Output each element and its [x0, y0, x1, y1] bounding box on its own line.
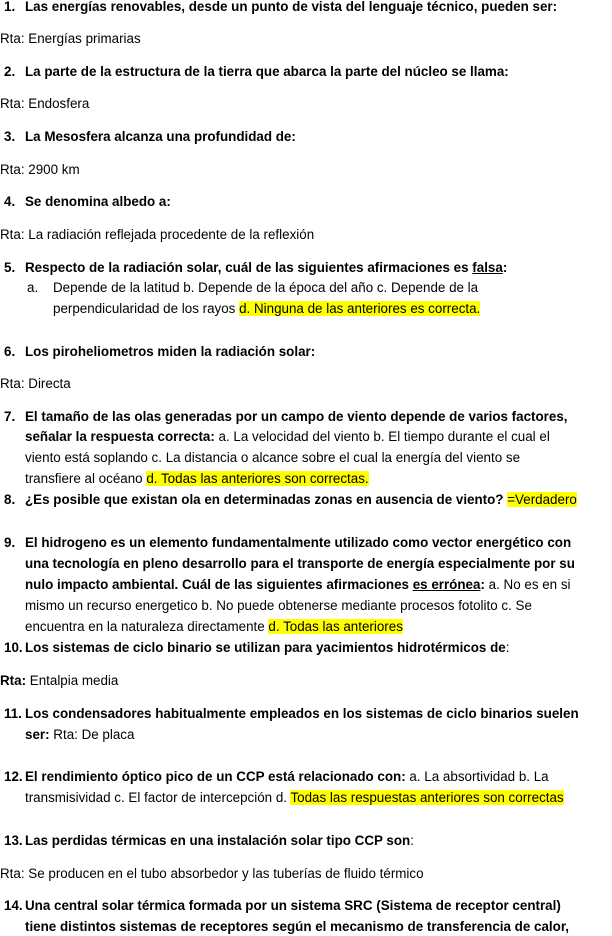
question-text: Las perdidas térmicas en una instalación solar tipo CCP son: [25, 833, 411, 848]
question-text: Los condensadores habitualmente empleados en los sistemas de ciclo binarios suelen: [25, 706, 579, 721]
option-marker: a.: [27, 280, 39, 295]
question-number: 3.: [4, 129, 16, 144]
underlined-word: falsa: [472, 260, 503, 275]
question-number: 7.: [4, 409, 16, 424]
question-text: ¿Es posible que existan ola en determinadas zonas en ausencia de viento?: [25, 492, 504, 507]
option-text: a. No es en si: [484, 577, 571, 592]
question-number: 10.: [4, 640, 23, 655]
answer-text: Rta: 2900 km: [0, 162, 80, 177]
question-number: 1.: [4, 0, 16, 14]
question-number: 14.: [4, 898, 23, 913]
answer-text: Rta: Energías primarias: [0, 31, 141, 46]
question-text: Se denomina albedo a:: [25, 194, 171, 209]
question-number: 6.: [4, 344, 16, 359]
answer-text: Rta: La radiación reflejada procedente de la reflexión: [0, 227, 315, 242]
question-text: El hidrogeno es un elemento fundamentalmente utilizado como vector energético con: [25, 535, 572, 550]
question-text: Los sistemas de ciclo binario se utilizan para yacimientos hidrotérmicos de: [25, 640, 506, 655]
question-text: El rendimiento óptico pico de un CCP está relacionado con:: [25, 769, 406, 784]
question-text: La Mesosfera alcanza una profundidad de:: [25, 129, 296, 144]
answer-text: Rta: De placa: [49, 727, 135, 742]
option-text: mismo un recurso energetico b. No puede obtenerse mediante procesos fotolito c. Se: [25, 598, 532, 613]
answer-label: Rta:: [0, 673, 27, 688]
option-text: viento está soplando c. La distancia o alcance sobre el cual la energía del viento se: [25, 450, 521, 465]
option-text: a. La absortividad b. La: [405, 769, 549, 784]
question-number: 13.: [4, 833, 23, 848]
underlined-word: es errónea: [412, 577, 481, 592]
question-number: 5.: [4, 260, 16, 275]
option-text: perpendicularidad de los rayos: [53, 301, 240, 316]
question-number: 12.: [4, 769, 23, 784]
question-text: tiene distintos sistemas de receptores según el mecanismo de transferencia de calor,: [25, 919, 570, 934]
highlighted-answer: d. Todas las anteriores: [268, 619, 403, 634]
question-text: Respecto de la radiación solar, cuál de las siguientes afirmaciones es falsa:: [25, 260, 508, 275]
question-number: 4.: [4, 194, 16, 209]
question-number: 8.: [4, 492, 16, 507]
question-text: Las energías renovables, desde un punto de vista del lenguaje técnico, pueden ser:: [25, 0, 558, 14]
question-number: 9.: [4, 535, 16, 550]
highlighted-answer: =Verdadero: [507, 492, 577, 507]
option-text: encuentra en la naturaleza directamente: [25, 619, 269, 634]
question-text: ser:: [25, 727, 50, 742]
question-number: 2.: [4, 64, 16, 79]
question-text: una tecnología en pleno desarrollo para el transporte de energía especialmente por su: [25, 556, 575, 571]
option-text: transmisividad c. El factor de intercepción d.: [25, 790, 291, 805]
highlighted-answer: Todas las respuestas anteriores son correctas: [290, 790, 564, 805]
answer-text: Rta: Endosfera: [0, 96, 90, 111]
answer-text: Rta: Se producen en el tubo absorbedor y las tuberías de fluido térmico: [0, 866, 424, 881]
question-text: Una central solar térmica formada por un sistema SRC (Sistema de receptor central): [25, 898, 561, 913]
option-text: Depende de la latitud b. Depende de la época del año c. Depende de la: [53, 280, 479, 295]
question-text: señalar la respuesta correcta:: [25, 429, 215, 444]
question-text: El tamaño de las olas generadas por un campo de viento depende de varios factores,: [25, 409, 568, 424]
question-text: La parte de la estructura de la tierra que abarca la parte del núcleo se llama:: [25, 64, 509, 79]
highlighted-answer: d. Todas las anteriores son correctas.: [146, 471, 369, 486]
question-number: 11.: [4, 706, 22, 721]
option-text: transfiere al océano: [25, 471, 147, 486]
question-text: nulo impacto ambiental. Cuál de las siguientes afirmaciones: [25, 577, 413, 592]
highlighted-answer: d. Ninguna de las anteriores es correcta.: [239, 301, 481, 316]
option-text: a. La velocidad del viento b. El tiempo durante el cual el: [214, 429, 550, 444]
answer-text: Entalpia media: [26, 673, 119, 688]
document-page: 1. Las energías renovables, desde un punto de vista del lenguaje técnico, pueden ser: Rta: Energías primarias 2. La parte de la estructura de la tierra que abarca la parte del núcleo se llama: Rta: Endosfera 3. La Mesosfera alcanza una profundidad de: Rta: 2900 km 4. Se denomina albedo a: Rta: La radiación reflejada procedente de la reflexión 5. Respecto de la radiación solar, cuál de las siguientes afirmaciones es falsa: a. Depende de la latitud b. Depende de la época del año c. Depende de la perpendicularidad de los rayos d. Ninguna de las anteriores es correcta. 6. Los piroheliometros miden la radiación solar: Rta: Directa 7. El tamaño de las olas generadas por un campo de viento depende de varios factores, señalar la respuesta correcta: a. La velocidad del viento b. El tiempo durante el cual el viento está soplando c. La distancia o alcance sobre el cual la energía del viento se transfiere al océano d. Todas las anteriores son correctas. 8. ¿Es posible que existan ola en determinadas zonas en ausencia de viento? =Verdadero 9. El hidrogeno es un elemento fundamentalmente utilizado como vector energético con una tecnología en pleno desarrollo para el transporte de energía especialmente por su nulo impacto ambiental. Cuál de las siguientes afirmaciones es errónea: a. No es en si mismo un recurso energetico b. No puede obtenerse mediante procesos fotolito c. Se encuentra en la naturaleza directamente d. Todas las anteriores 10. Los sistemas de ciclo binario se utilizan para yacimientos hidrotérmicos de: Rta: Entalpia media 11. Los condensadores habitualmente empleados en los sistemas de ciclo binarios suelen ser: Rta: De placa 12. El rendimiento óptico pico de un CCP está relacionado con: a. La absortividad b. La transmisividad c. El factor de intercepción d. Todas las respuestas anteriores son correctas 13. Las perdidas térmicas en una instalación solar tipo CCP son: Rta: Se producen en el tubo absorbedor y las tuberías de fluido térmico 14. Una central solar térmica formada por un sistema SRC (Sistema de receptor central) tiene distintos sistemas de receptores según el mecanismo de transferencia de calor,: [0, 0, 579, 934]
question-text: Los piroheliometros miden la radiación solar:: [25, 344, 316, 359]
answer-text: Rta: Directa: [0, 376, 71, 391]
